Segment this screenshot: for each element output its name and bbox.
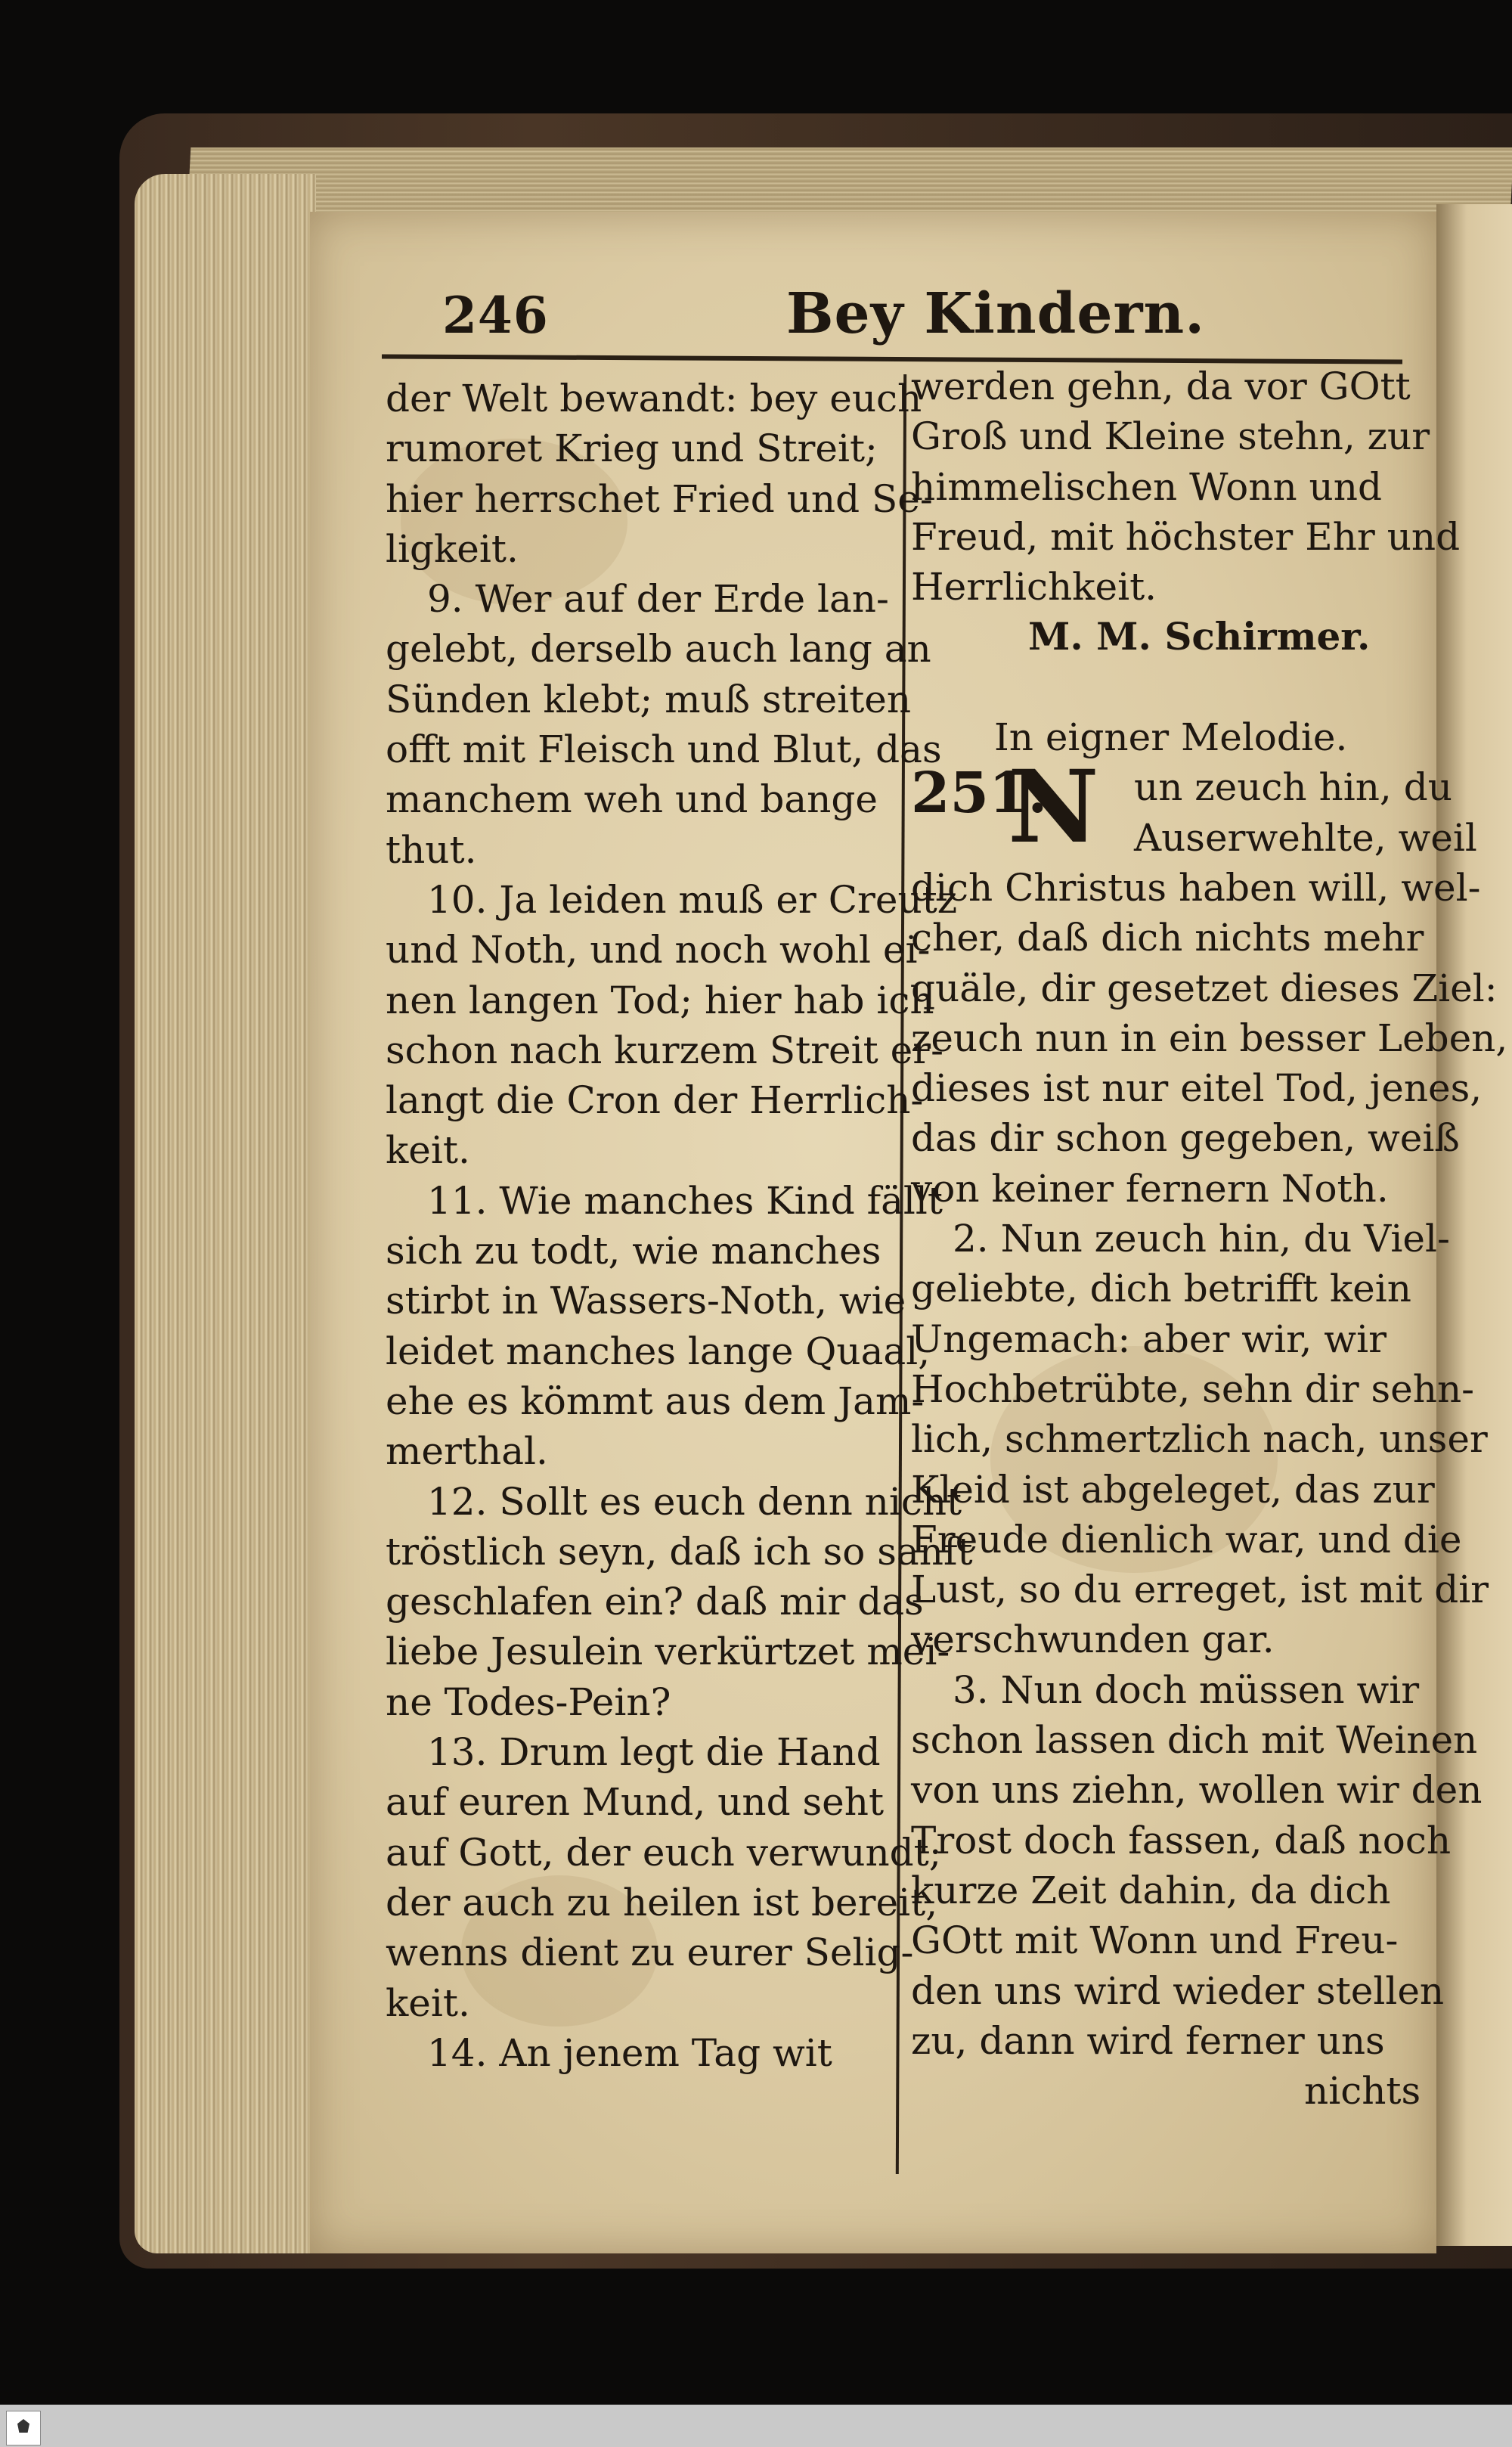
text-line: das dir schon gegeben, weiß	[911, 1116, 1460, 1161]
text-line: himmelischen Wonn und	[911, 464, 1382, 509]
text-line: manchem weh und bange	[386, 777, 878, 822]
text-line: den uns wird wieder stellen	[911, 1968, 1445, 2013]
hymn-second-line: Auserwehlte, weil	[1134, 815, 1477, 860]
side-page-edges	[135, 174, 316, 2253]
text-line: schon nach kurzem Streit er-	[386, 1028, 944, 1072]
page-number: 246	[442, 286, 549, 345]
text-line: cher, daß dich nichts mehr	[911, 916, 1424, 960]
text-line: dich Christus haben will, wel-	[911, 865, 1481, 910]
text-line: liebe Jesulein verkürtzet mei-	[386, 1630, 950, 1674]
viewer-footer-bar	[0, 2405, 1512, 2447]
text-line: zu, dann wird ferner uns	[911, 2018, 1385, 2063]
text-line: wenns dient zu eurer Selig-	[386, 1931, 914, 1975]
text-line: schon lassen dich mit Weinen	[911, 1718, 1478, 1763]
text-line: 2. Nun zeuch hin, du Viel-	[953, 1217, 1450, 1261]
text-line: 9. Wer auf der Erde lan-	[427, 577, 889, 622]
hymn-number: 251.	[911, 761, 1048, 827]
text-line: quäle, dir gesetzet dieses Ziel:	[911, 966, 1498, 1010]
text-line: geliebte, dich betrifft kein	[911, 1267, 1411, 1311]
text-line: der Welt bewandt: bey euch	[386, 377, 922, 420]
text-line: ne Todes-Pein?	[386, 1679, 671, 1724]
text-line: 14. An jenem Tag wit	[427, 2030, 832, 2075]
text-line: auf Gott, der euch verwundt;	[386, 1830, 942, 1875]
text-line: leidet manches lange Quaal,	[386, 1329, 931, 1373]
text-line: kurze Zeit dahin, da dich	[911, 1868, 1391, 1912]
right-column	[911, 361, 1507, 2116]
text-line: sich zu todt, wie manches	[386, 1229, 881, 1273]
melody-note: In eigner Melodie.	[994, 715, 1348, 760]
text-line: zeuch nun in ein besser Leben,	[911, 1016, 1508, 1060]
right-column-top	[911, 361, 1507, 612]
text-line: 12. Sollt es euch denn nicht	[427, 1479, 962, 1524]
text-line: Hochbetrübte, sehn dir sehn-	[911, 1366, 1475, 1411]
text-line: thut.	[386, 827, 477, 872]
running-head: Bey Kindern.	[786, 281, 1205, 346]
text-line: werden gehn, da vor GOtt	[911, 364, 1411, 408]
left-column	[386, 374, 973, 2078]
text-line: verschwunden gar.	[911, 1617, 1275, 1662]
text-line: Freude dienlich war, und die	[911, 1517, 1462, 1562]
text-line: GOtt mit Wonn und Freu-	[911, 1918, 1399, 1963]
author-signature: M. M. Schirmer.	[1028, 614, 1371, 659]
text-line: 13. Drum legt die Hand	[427, 1730, 881, 1775]
hymn-first-line-text: un zeuch hin, du	[1134, 765, 1452, 810]
text-line: der auch zu heilen ist bereit,	[386, 1880, 938, 1924]
text-line: keit.	[386, 1980, 470, 2025]
text-line: lich, schmertzlich nach, unser	[911, 1417, 1488, 1462]
text-line: rumoret Krieg und Streit;	[386, 426, 878, 471]
text-line: keit.	[386, 1128, 470, 1173]
text-line: offt mit Fleisch und Blut, das	[386, 727, 942, 772]
text-line: Trost doch fassen, daß noch	[911, 1818, 1452, 1862]
text-line: Lust, so du erreget, ist mit dir	[911, 1568, 1489, 1612]
text-line: gelebt, derselb auch lang an	[386, 627, 931, 671]
text-line: dieses ist nur eitel Tod, jenes,	[911, 1066, 1483, 1111]
text-line: hier herrschet Fried und Se-	[386, 476, 933, 521]
text-line: geschlafen ein? daß mir das	[386, 1580, 924, 1624]
text-line: ligkeit.	[386, 526, 519, 571]
text-line: langt die Cron der Herrlich-	[386, 1078, 924, 1123]
text-line: Herrlichkeit.	[911, 565, 1157, 609]
top-page-edges	[187, 147, 1512, 216]
text-line: Ungemach: aber wir, wir	[911, 1317, 1387, 1361]
text-line: 3. Nun doch müssen wir	[953, 1667, 1420, 1712]
text-line: Sünden klebt; muß streiten	[386, 677, 912, 721]
text-line: von uns ziehn, wollen wir den	[911, 1768, 1483, 1813]
text-line: 11. Wie manches Kind fällt	[427, 1178, 943, 1223]
text-line: Freud, mit höchster Ehr und	[911, 514, 1461, 559]
library-logo-icon	[6, 2411, 41, 2445]
text-line: ehe es kömmt aus dem Jam-	[386, 1379, 925, 1423]
text-line: und Noth, und noch wohl ei-	[386, 928, 931, 972]
text-line: tröstlich seyn, daß ich so sanft	[386, 1529, 973, 1574]
text-line: 10. Ja leiden muß er Creutz	[427, 877, 958, 922]
text-line: nen langen Tod; hier hab ich	[386, 978, 934, 1022]
text-line: Kleid ist abgeleget, das zur	[911, 1467, 1435, 1512]
text-line: stirbt in Wassers-Noth, wie	[386, 1279, 906, 1323]
text-line: von keiner fernern Noth.	[911, 1166, 1389, 1211]
right-column-body	[911, 863, 1507, 2066]
blank-line	[911, 662, 1507, 712]
text-line: merthal.	[386, 1429, 548, 1474]
text-line: Groß und Kleine stehn, zur	[911, 414, 1430, 459]
catchword: nichts	[1304, 2069, 1421, 2114]
text-line: auf euren Mund, und seht	[386, 1780, 885, 1825]
drop-cap: N	[1008, 749, 1099, 867]
